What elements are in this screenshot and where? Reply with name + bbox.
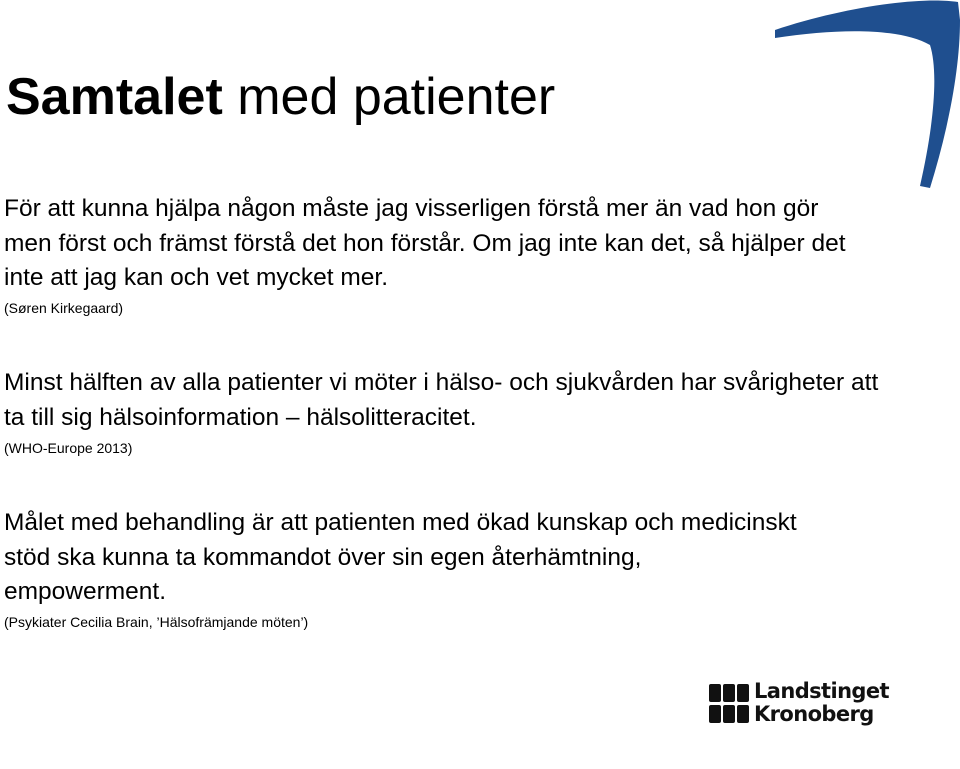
quote-who-citation: (WHO-Europe 2013) [4, 440, 133, 456]
quote-kirkegaard-citation: (Søren Kirkegaard) [4, 300, 124, 316]
logo-line-2: Kronoberg [754, 702, 874, 726]
slide-title-bold: Samtalet [6, 68, 223, 126]
quote-kirkegaard-text: För att kunna hjälpa någon måste jag visserligen förstå mer än vad hon gör men först och främst förstå det hon förstår. Om jag inte kan det, så hjälper det inte att jag kan och vet mycket mer. [4, 195, 846, 291]
slide-title [6, 66, 555, 128]
landstinget-kronoberg-logo [709, 680, 899, 736]
swoosh-shape [775, 0, 960, 188]
quote-who-text: Minst hälften av alla patienter vi möter i hälso- och sjukvården har svårigheter att ta till sig hälsoinformation – hälsolitteracitet. [4, 369, 879, 431]
logo-mark-icon [709, 684, 751, 724]
quote-brain-citation: (Psykiater Cecilia Brain, ’Hälsofrämjande möten’) [4, 614, 309, 630]
logo-text [754, 680, 889, 726]
logo-line-1: Landstinget [754, 679, 889, 703]
swoosh-decoration [770, 0, 960, 200]
slide-title-rest: med patienter [222, 68, 556, 126]
quote-brain-text: Målet med behandling är att patienten med ökad kunskap och medicinskt stöd ska kunna ta kommandot över sin egen återhämtning, empowerment. [4, 509, 797, 605]
